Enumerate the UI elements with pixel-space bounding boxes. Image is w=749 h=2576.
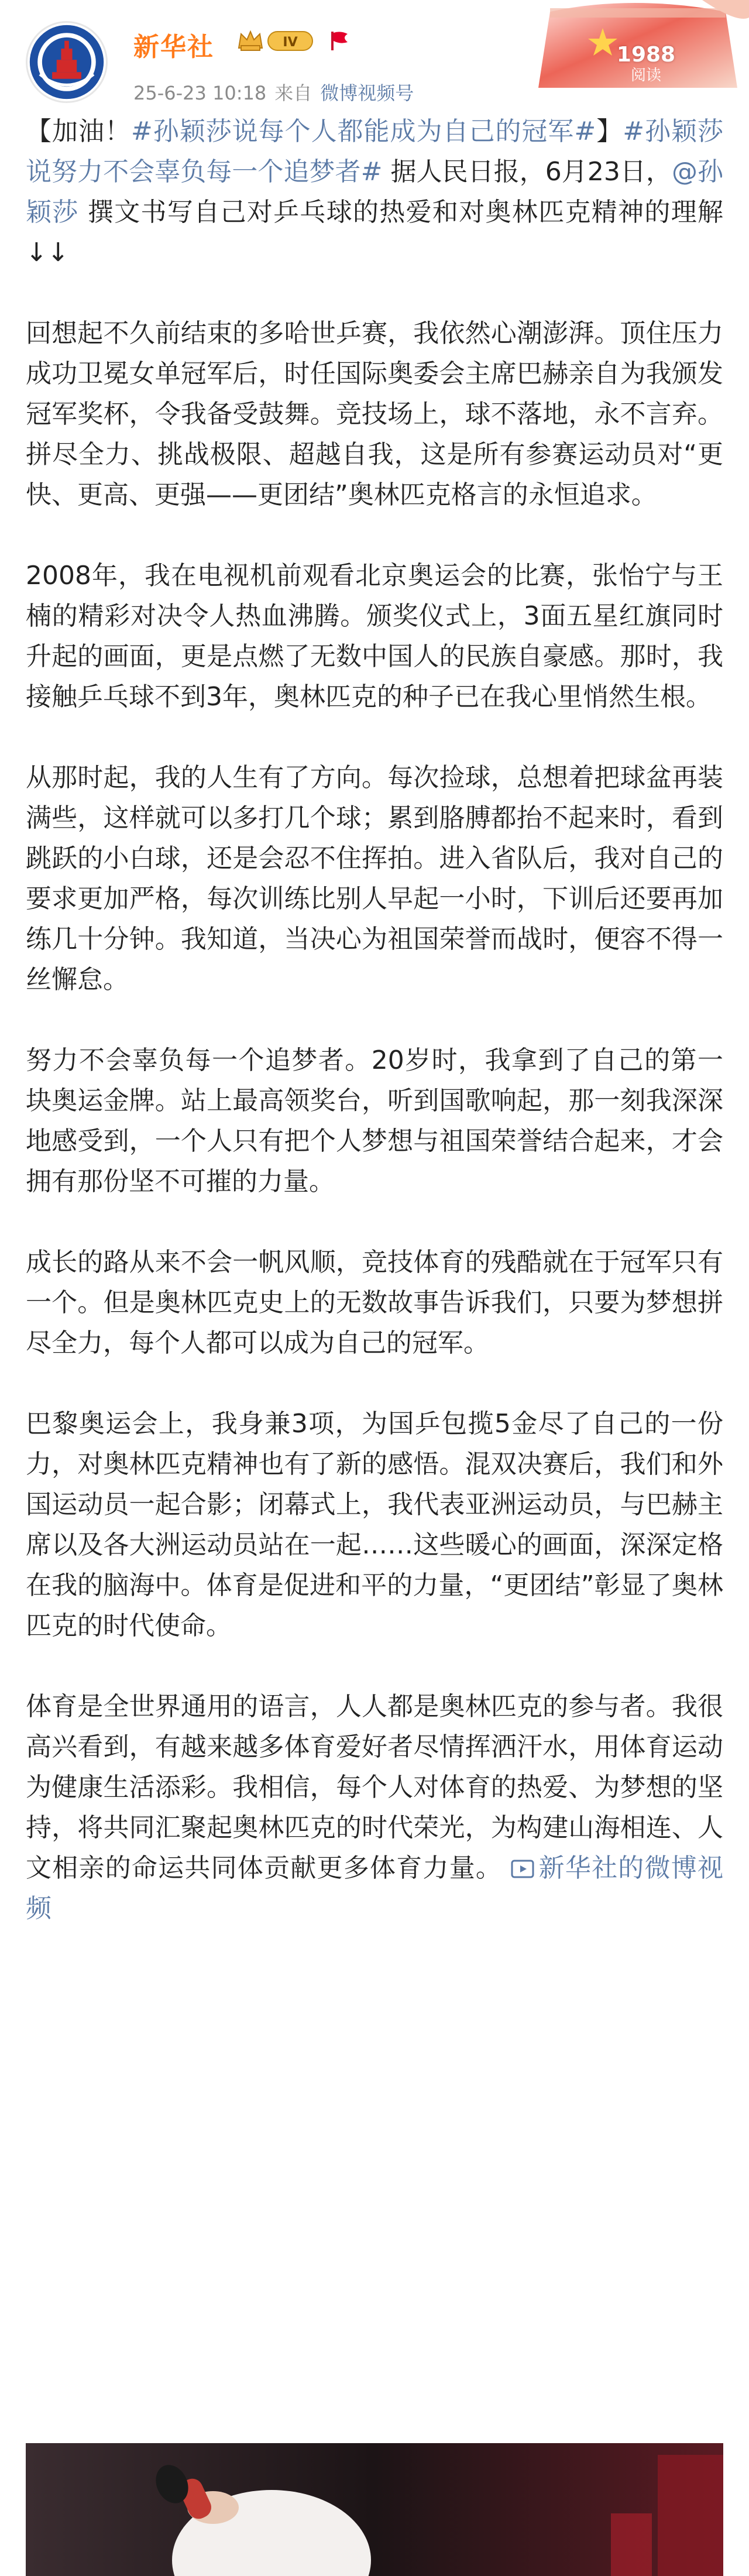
paragraph: 努力不会辜负每一个追梦者。20岁时，我拿到了自己的第一块奥运金牌。站上最高领奖台，听到国歌响起，那一刻我深深地感受到，一个人只有把个人梦想与祖国荣誉结合起来，才会拥有那份坚不可摧的力量。 — [26, 1045, 723, 1196]
vip-level-badge[interactable] — [236, 28, 315, 53]
video-link-label: 新华社的微博视频 — [26, 1853, 723, 1923]
author-avatar[interactable] — [26, 21, 108, 103]
vip-level-text: IV — [283, 35, 298, 50]
paragraph: 巴黎奥运会上，我身兼3项，为国乒包揽5金尽了自己的一份力，对奥林匹克精神也有了新的感悟。混双决赛后，我们和外国运动员一起合影；闭幕式上，我代表亚洲运动员，与巴赫主席以及各大洲运动员站在一起……这些暖心的画面，深深定格在我的脑海中。体育是促进和平的力量，“更团结”彰显了奥林匹克的时代使命。 — [26, 1409, 723, 1641]
post-date: 25-6-23 10:18 — [133, 82, 267, 104]
paragraph: 成长的路从来不会一帆风顺，竞技体育的残酷就在于冠军只有一个。但是奥林匹克史上的无数故事告诉我们，只要为梦想拼尽全力，每个人都可以成为自己的冠军。 — [26, 1247, 723, 1358]
video-icon — [511, 1859, 534, 1879]
post-source-link[interactable]: 微博视频号 — [320, 82, 414, 104]
mention-link[interactable]: @孙颖莎 — [26, 157, 724, 227]
author-name[interactable]: 新华社 — [133, 32, 214, 62]
read-label: 阅读 — [630, 67, 661, 84]
intro-tail: 撰文书写自己对乒乓球的热爱和对奥林匹克精神的理解↓↓ — [26, 197, 724, 267]
intro-prefix: 【加油！ — [26, 116, 131, 146]
hashtag-link-1[interactable]: #孙颖莎说每个人都能成为自己的冠军# — [130, 116, 596, 146]
intro-mid: 据人民日报，6月23日， — [382, 157, 672, 187]
xinhua-logo-icon — [28, 23, 106, 101]
paragraph-intro — [26, 111, 723, 273]
paragraph: 2008年，我在电视机前观看北京奥运会的比赛，张怡宁与王楠的精彩对决令人热血沸腾。颁奖仪式上，3面五星红旗同时升起的画面，更是点燃了无数中国人的民族自豪感。那时，我接触乒乓球不到3年，奥林匹克的种子已在我心里悄然生根。 — [26, 561, 723, 712]
red-flag-icon — [328, 29, 351, 53]
post-header — [0, 0, 749, 111]
closing-text: 体育是全世界通用的语言，人人都是奥林匹克的参与者。我很高兴看到，有越来越多体育爱好者尽情挥洒汗水，用体育运动为健康生活添彩。我相信，每个人对体育的热爱、为梦想的坚持，将共同汇聚起奥林匹克的时代荣光，为构建山海相连、人文相亲的命运共同体贡献更多体育力量。 — [26, 1692, 723, 1883]
intro-sep: 】 — [596, 116, 623, 146]
source-prefix: 来自 — [274, 82, 312, 104]
read-count: 1988 — [616, 43, 676, 67]
paragraph: 从那时起，我的人生有了方向。每次捡球，总想着把球盆再装满些，这样就可以多打几个球；累到胳膊都抬不起来时，看到跳跃的小白球，还是会忍不住挥拍。进入省队后，我对自己的要求更加严格，每次训练比别人早起一小时，下训后还要再加练几十分钟。我知道，当决心为祖国荣誉而战时，便容不得一丝懈怠。 — [26, 763, 723, 994]
post-content — [26, 111, 723, 1929]
paragraph-closing — [26, 1686, 723, 1929]
paragraph: 回想起不久前结束的多哈世乒赛，我依然心潮澎湃。顶住压力成功卫冕女单冠军后，时任国际奥委会主席巴赫亲自为我颁发冠军奖杯，令我备受鼓舞。竞技场上，球不落地，永不言弃。拼尽全力、挑战极限、超越自我，这是所有参赛运动员对“更快、更高、更强——更团结”奥林匹克格言的永恒追求。 — [26, 318, 723, 510]
hashtag-link-2[interactable]: #孙颖莎说努力不会辜负每一个追梦者# — [26, 116, 723, 187]
post-meta — [133, 78, 422, 105]
video-thumbnail[interactable] — [26, 2443, 723, 2576]
vip-crown-icon — [239, 32, 262, 50]
